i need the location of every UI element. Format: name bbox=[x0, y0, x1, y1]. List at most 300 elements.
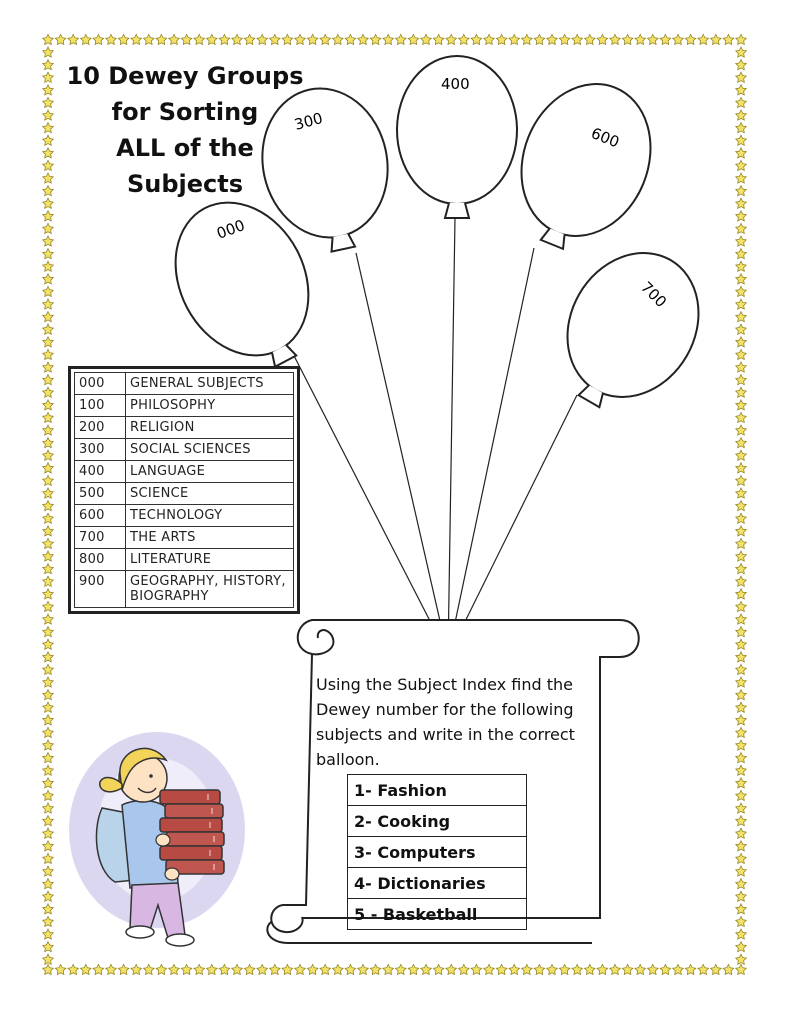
border-star bbox=[597, 34, 608, 44]
dewey-number: 200 bbox=[75, 417, 126, 439]
border-star bbox=[68, 34, 79, 44]
dewey-subject: RELIGION bbox=[126, 417, 294, 439]
border-star bbox=[736, 690, 747, 700]
border-star bbox=[736, 891, 747, 901]
border-star bbox=[736, 765, 747, 775]
border-star bbox=[736, 828, 747, 838]
border-star bbox=[43, 891, 54, 901]
border-star bbox=[647, 964, 658, 974]
dewey-table-row bbox=[75, 395, 294, 417]
border-star bbox=[736, 211, 747, 221]
border-star bbox=[43, 627, 54, 637]
title-line-4: Subjects bbox=[126, 170, 244, 198]
border-star bbox=[534, 34, 545, 44]
border-star bbox=[395, 34, 406, 44]
task-label: 2- Cooking bbox=[348, 806, 527, 837]
border-star bbox=[736, 286, 747, 296]
border-star bbox=[736, 942, 747, 952]
border-star bbox=[736, 677, 747, 687]
border-star bbox=[55, 964, 66, 974]
border-star bbox=[43, 816, 54, 826]
border-star bbox=[559, 964, 570, 974]
border-star bbox=[736, 501, 747, 511]
border-star bbox=[736, 312, 747, 322]
task-label: 5 - Basketball bbox=[348, 899, 527, 930]
border-star bbox=[43, 186, 54, 196]
task-label: 1- Fashion bbox=[348, 775, 527, 806]
border-star bbox=[93, 34, 104, 44]
task-row bbox=[348, 806, 527, 837]
border-star bbox=[736, 375, 747, 385]
border-star bbox=[93, 964, 104, 974]
border-star bbox=[43, 173, 54, 183]
border-star bbox=[43, 236, 54, 246]
border-star bbox=[736, 564, 747, 574]
border-star bbox=[736, 173, 747, 183]
border-star bbox=[43, 375, 54, 385]
border-star bbox=[736, 438, 747, 448]
balloon-label-000: 000 bbox=[214, 216, 248, 243]
border-star bbox=[257, 34, 268, 44]
task-label: 3- Computers bbox=[348, 837, 527, 868]
border-star bbox=[736, 97, 747, 107]
border-star bbox=[282, 34, 293, 44]
border-star bbox=[736, 727, 747, 737]
border-star bbox=[698, 34, 709, 44]
task-row bbox=[348, 868, 527, 899]
border-star bbox=[433, 964, 444, 974]
border-star bbox=[43, 740, 54, 750]
border-star bbox=[622, 964, 633, 974]
border-star bbox=[446, 964, 457, 974]
border-star bbox=[43, 34, 54, 44]
border-star bbox=[332, 964, 343, 974]
dewey-table-row bbox=[75, 483, 294, 505]
border-star bbox=[43, 337, 54, 347]
border-star bbox=[484, 964, 495, 974]
border-star bbox=[43, 964, 54, 974]
border-star bbox=[55, 34, 66, 44]
border-star bbox=[610, 964, 621, 974]
border-star bbox=[610, 34, 621, 44]
border-star bbox=[736, 715, 747, 725]
border-star bbox=[421, 964, 432, 974]
title-line-2: for Sorting bbox=[111, 98, 259, 126]
border-star bbox=[43, 362, 54, 372]
border-star bbox=[43, 690, 54, 700]
border-star bbox=[660, 34, 671, 44]
border-star bbox=[43, 223, 54, 233]
border-star bbox=[219, 34, 230, 44]
border-star bbox=[559, 34, 570, 44]
border-star bbox=[710, 964, 721, 974]
instructions-text: Using the Subject Index find the Dewey number for the following subjects and write in the correct balloon. bbox=[316, 675, 575, 769]
dewey-subject: SOCIAL SCIENCES bbox=[126, 439, 294, 461]
border-star bbox=[736, 186, 747, 196]
border-star bbox=[43, 778, 54, 788]
border-star bbox=[370, 964, 381, 974]
border-star bbox=[736, 879, 747, 889]
border-star bbox=[43, 513, 54, 523]
dewey-table-row bbox=[75, 527, 294, 549]
dewey-number: 500 bbox=[75, 483, 126, 505]
border-star bbox=[43, 715, 54, 725]
border-star bbox=[320, 34, 331, 44]
border-star bbox=[736, 790, 747, 800]
border-star bbox=[547, 34, 558, 44]
dewey-subject: TECHNOLOGY bbox=[126, 505, 294, 527]
border-star bbox=[345, 34, 356, 44]
task-row bbox=[348, 775, 527, 806]
border-star bbox=[43, 72, 54, 82]
border-star bbox=[156, 34, 167, 44]
border-star bbox=[534, 964, 545, 974]
border-star bbox=[169, 34, 180, 44]
border-star bbox=[43, 97, 54, 107]
border-star bbox=[43, 727, 54, 737]
border-star bbox=[269, 964, 280, 974]
border-star bbox=[736, 538, 747, 548]
border-star bbox=[685, 964, 696, 974]
border-star bbox=[43, 450, 54, 460]
border-star bbox=[647, 34, 658, 44]
border-star bbox=[736, 702, 747, 712]
border-star bbox=[43, 803, 54, 813]
border-star bbox=[307, 964, 318, 974]
border-star bbox=[43, 438, 54, 448]
border-star bbox=[736, 135, 747, 145]
border-star bbox=[509, 34, 520, 44]
border-star bbox=[43, 954, 54, 964]
balloon-label-600: 600 bbox=[588, 124, 622, 152]
border-star bbox=[43, 942, 54, 952]
border-star bbox=[43, 60, 54, 70]
border-star bbox=[736, 664, 747, 674]
border-star bbox=[244, 964, 255, 974]
border-star bbox=[736, 488, 747, 498]
border-star bbox=[660, 964, 671, 974]
border-star bbox=[736, 816, 747, 826]
border-star bbox=[622, 34, 633, 44]
border-star bbox=[736, 589, 747, 599]
border-star bbox=[736, 400, 747, 410]
border-star bbox=[43, 765, 54, 775]
border-star bbox=[43, 148, 54, 158]
dewey-subject: GENERAL SUBJECTS bbox=[126, 373, 294, 395]
dewey-table-row bbox=[75, 439, 294, 461]
border-star bbox=[723, 34, 734, 44]
border-star bbox=[723, 964, 734, 974]
dewey-number: 100 bbox=[75, 395, 126, 417]
border-star bbox=[736, 261, 747, 271]
border-star bbox=[43, 614, 54, 624]
border-star bbox=[43, 324, 54, 334]
border-star bbox=[710, 34, 721, 44]
border-star bbox=[584, 964, 595, 974]
border-star bbox=[43, 652, 54, 662]
border-star bbox=[43, 286, 54, 296]
border-star bbox=[43, 564, 54, 574]
border-star bbox=[736, 841, 747, 851]
border-star bbox=[131, 964, 142, 974]
border-star bbox=[736, 753, 747, 763]
border-star bbox=[572, 34, 583, 44]
border-star bbox=[736, 412, 747, 422]
border-star bbox=[736, 954, 747, 964]
border-star bbox=[736, 803, 747, 813]
border-star bbox=[383, 34, 394, 44]
border-star bbox=[736, 853, 747, 863]
dewey-subject: LANGUAGE bbox=[126, 461, 294, 483]
border-star bbox=[43, 538, 54, 548]
girl-carrying-books-clipart bbox=[69, 732, 245, 946]
border-star bbox=[43, 349, 54, 359]
border-star bbox=[43, 929, 54, 939]
border-star bbox=[736, 964, 747, 974]
dewey-number: 300 bbox=[75, 439, 126, 461]
border-star bbox=[143, 34, 154, 44]
border-star bbox=[43, 841, 54, 851]
border-star bbox=[106, 34, 117, 44]
border-star bbox=[244, 34, 255, 44]
border-star bbox=[408, 964, 419, 974]
worksheet-title bbox=[60, 58, 310, 202]
border-star bbox=[736, 904, 747, 914]
border-star bbox=[736, 866, 747, 876]
border-star bbox=[484, 34, 495, 44]
border-star bbox=[80, 34, 91, 44]
border-star bbox=[383, 964, 394, 974]
border-star bbox=[43, 135, 54, 145]
border-star bbox=[43, 526, 54, 536]
border-star bbox=[43, 47, 54, 57]
border-star bbox=[143, 964, 154, 974]
border-star bbox=[43, 589, 54, 599]
border-star bbox=[43, 475, 54, 485]
subject-task-list bbox=[347, 774, 527, 930]
border-star bbox=[43, 261, 54, 271]
border-star bbox=[736, 198, 747, 208]
border-star bbox=[446, 34, 457, 44]
border-star bbox=[206, 34, 217, 44]
border-star bbox=[43, 387, 54, 397]
border-star bbox=[736, 526, 747, 536]
dewey-number: 000 bbox=[75, 373, 126, 395]
border-star bbox=[736, 85, 747, 95]
border-star bbox=[496, 964, 507, 974]
dewey-subject: LITERATURE bbox=[126, 549, 294, 571]
border-star bbox=[43, 866, 54, 876]
border-star bbox=[43, 904, 54, 914]
task-row bbox=[348, 837, 527, 868]
dewey-number: 400 bbox=[75, 461, 126, 483]
border-star bbox=[736, 778, 747, 788]
border-star bbox=[736, 60, 747, 70]
dewey-subject: SCIENCE bbox=[126, 483, 294, 505]
border-star bbox=[106, 964, 117, 974]
border-star bbox=[395, 964, 406, 974]
border-star bbox=[43, 110, 54, 120]
border-star bbox=[295, 964, 306, 974]
border-star bbox=[80, 964, 91, 974]
border-star bbox=[736, 47, 747, 57]
border-star bbox=[43, 790, 54, 800]
border-star bbox=[736, 223, 747, 233]
dewey-table-row bbox=[75, 571, 294, 608]
border-star bbox=[521, 964, 532, 974]
border-star bbox=[320, 964, 331, 974]
balloon-label-300: 300 bbox=[292, 109, 325, 134]
border-star bbox=[345, 964, 356, 974]
border-star bbox=[736, 475, 747, 485]
border-star bbox=[43, 312, 54, 322]
border-star bbox=[194, 964, 205, 974]
dewey-number: 800 bbox=[75, 549, 126, 571]
border-star bbox=[332, 34, 343, 44]
dewey-table-row bbox=[75, 505, 294, 527]
border-star bbox=[736, 513, 747, 523]
task-row bbox=[348, 899, 527, 930]
border-star bbox=[635, 964, 646, 974]
border-star bbox=[509, 964, 520, 974]
border-star bbox=[736, 337, 747, 347]
dewey-subject: GEOGRAPHY, HISTORY, BIOGRAPHY bbox=[126, 571, 294, 608]
border-star bbox=[43, 879, 54, 889]
border-star bbox=[68, 964, 79, 974]
border-star bbox=[43, 828, 54, 838]
border-star bbox=[269, 34, 280, 44]
border-star bbox=[736, 614, 747, 624]
border-star bbox=[736, 123, 747, 133]
border-star bbox=[736, 639, 747, 649]
border-star bbox=[43, 85, 54, 95]
dewey-subject: THE ARTS bbox=[126, 527, 294, 549]
border-star bbox=[43, 664, 54, 674]
dewey-groups-table bbox=[68, 366, 300, 614]
border-star bbox=[43, 400, 54, 410]
border-star bbox=[169, 964, 180, 974]
border-star bbox=[43, 501, 54, 511]
border-star bbox=[673, 964, 684, 974]
title-line-3: ALL of the bbox=[116, 134, 254, 162]
border-star bbox=[736, 324, 747, 334]
border-star bbox=[43, 702, 54, 712]
border-star bbox=[43, 551, 54, 561]
border-star bbox=[295, 34, 306, 44]
border-star bbox=[736, 299, 747, 309]
dewey-table-row bbox=[75, 417, 294, 439]
dewey-table-row bbox=[75, 549, 294, 571]
border-star bbox=[43, 916, 54, 926]
border-star bbox=[736, 249, 747, 259]
border-star bbox=[43, 753, 54, 763]
border-star bbox=[43, 463, 54, 473]
border-star bbox=[736, 72, 747, 82]
dewey-number: 900 bbox=[75, 571, 126, 608]
border-star bbox=[736, 34, 747, 44]
border-star bbox=[685, 34, 696, 44]
border-star bbox=[736, 627, 747, 637]
border-star bbox=[206, 964, 217, 974]
border-star bbox=[118, 964, 129, 974]
border-star bbox=[43, 639, 54, 649]
border-star bbox=[181, 34, 192, 44]
border-star bbox=[358, 34, 369, 44]
border-star bbox=[43, 601, 54, 611]
border-star bbox=[43, 576, 54, 586]
border-star bbox=[181, 964, 192, 974]
border-star bbox=[219, 964, 230, 974]
border-star bbox=[736, 362, 747, 372]
balloon-600[interactable] bbox=[494, 64, 672, 267]
border-star bbox=[547, 964, 558, 974]
border-star bbox=[232, 34, 243, 44]
border-star bbox=[43, 198, 54, 208]
border-star bbox=[736, 425, 747, 435]
border-star bbox=[635, 34, 646, 44]
border-star bbox=[43, 412, 54, 422]
border-star bbox=[156, 964, 167, 974]
border-star bbox=[43, 488, 54, 498]
border-star bbox=[370, 34, 381, 44]
balloon-label-400: 400 bbox=[441, 75, 470, 93]
border-star bbox=[736, 148, 747, 158]
border-star bbox=[496, 34, 507, 44]
border-star bbox=[736, 916, 747, 926]
border-star bbox=[232, 964, 243, 974]
dewey-table-row bbox=[75, 373, 294, 395]
border-star bbox=[43, 211, 54, 221]
border-star bbox=[307, 34, 318, 44]
border-star bbox=[43, 123, 54, 133]
border-star bbox=[257, 964, 268, 974]
border-star bbox=[736, 929, 747, 939]
border-star bbox=[736, 551, 747, 561]
dewey-number: 600 bbox=[75, 505, 126, 527]
border-star bbox=[736, 601, 747, 611]
border-star bbox=[736, 160, 747, 170]
border-star bbox=[736, 463, 747, 473]
border-star bbox=[408, 34, 419, 44]
border-star bbox=[358, 964, 369, 974]
border-star bbox=[597, 964, 608, 974]
border-star bbox=[736, 576, 747, 586]
border-star bbox=[43, 853, 54, 863]
border-star bbox=[584, 34, 595, 44]
task-label: 4- Dictionaries bbox=[348, 868, 527, 899]
border-star bbox=[43, 160, 54, 170]
border-star bbox=[458, 964, 469, 974]
border-star bbox=[736, 740, 747, 750]
border-star bbox=[698, 964, 709, 974]
balloon-400[interactable] bbox=[397, 56, 517, 218]
border-star bbox=[43, 249, 54, 259]
border-star bbox=[43, 425, 54, 435]
border-star bbox=[572, 964, 583, 974]
border-star bbox=[194, 34, 205, 44]
balloon-700[interactable] bbox=[535, 229, 724, 432]
dewey-subject: PHILOSOPHY bbox=[126, 395, 294, 417]
border-star bbox=[43, 274, 54, 284]
border-star bbox=[736, 450, 747, 460]
border-star bbox=[458, 34, 469, 44]
border-star bbox=[282, 964, 293, 974]
border-star bbox=[673, 34, 684, 44]
border-star bbox=[736, 652, 747, 662]
border-star bbox=[131, 34, 142, 44]
border-star bbox=[471, 964, 482, 974]
border-star bbox=[736, 349, 747, 359]
